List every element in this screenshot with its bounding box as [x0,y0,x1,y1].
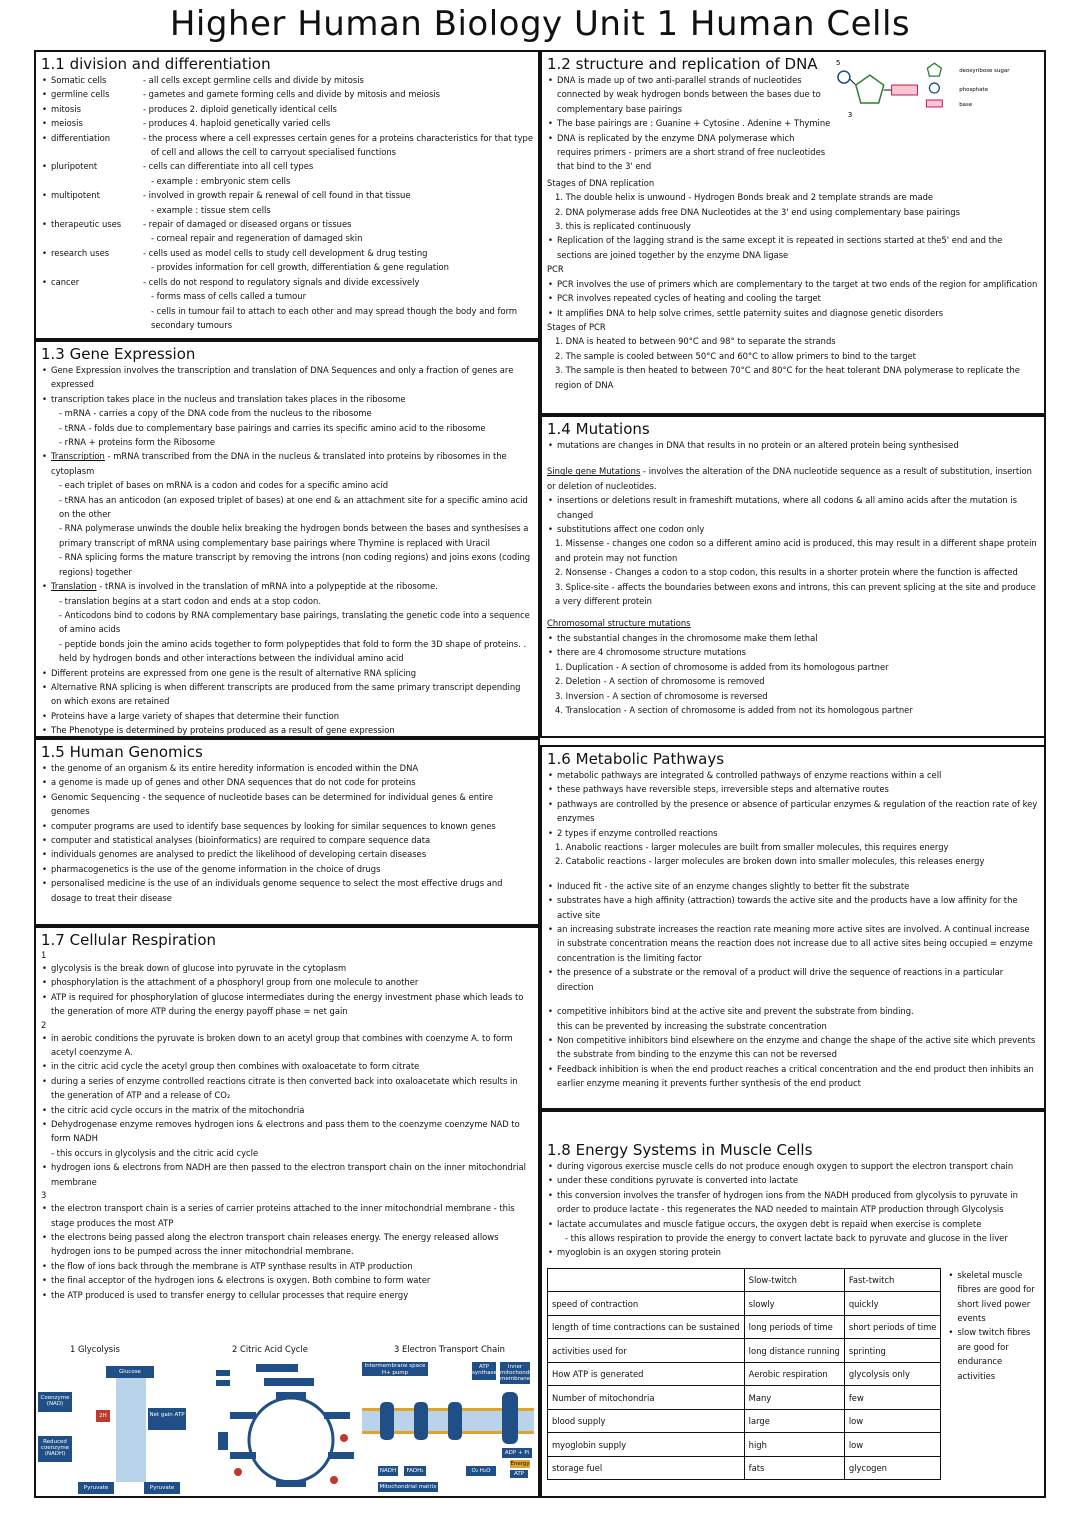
list-text: competitive inhibitors bind at the active site and prevent the substrate from binding. [557,1006,914,1017]
definition-line: - forms mass of cells called a tumour [151,291,307,302]
stage-item: 3. The sample is then heated to between 70°C and 80°C for the heat tolerant DNA polymerase to replicate the region of DNA [555,365,1020,390]
section-1-2 [540,50,1046,415]
list-item: • a genome is made up of genes and other DNA sequences that do not code for proteins [41,775,533,789]
base-legend-icon [927,100,943,107]
numbered-item: 3. Inversion - A section of chromosome is reversed [555,690,768,701]
stage-item: 2. The sample is cooled between 50°C and 60°C to allow primers to bind to the target [555,350,916,361]
table-cell: low [844,1433,941,1457]
list-item: • individuals genomes are analysed to predict the likelihood of developing certain diseases [41,847,533,861]
table-header-cell [548,1268,745,1292]
definition-term: • multipotent [41,188,139,217]
definition-line: - cells do not respond to regulatory signals and divide excessively [143,276,420,287]
table-row [548,1456,941,1480]
numbered-item: 4. Translocation - A section of chromosome is added from not its homologous partner [555,704,913,715]
definition-term: • meiosis [41,116,139,130]
sub-item: - each triplet of bases on mRNA is a codon and codes for a specific amino acid [59,480,389,491]
table-row [548,1433,941,1457]
sub-item: - peptide bonds join the amino acids together to form polypeptides that fold to form the 3D shape of proteins. . held by hydrogen bonds and other interactions between the individual amino acid [59,638,527,664]
numbered-item: 1. Missense - changes one codon so a different amino acid is produced, this may result in a different shape protein and protein may not function [555,538,1037,563]
definition-description [143,131,533,160]
section-heading: 1.2 structure and replication of DNA [547,55,818,73]
replication-stages [547,176,1039,392]
numbered-item: 2. Deletion - A section of chromosome is removed [555,676,765,687]
list-item: • the ATP produced is used to transfer energy to cellular processes that require energy [41,1288,533,1302]
definition-description [143,217,533,246]
table-row [548,1386,941,1410]
term-definition: - tRNA is involved in the translation of mRNA into a polypeptide at the ribosome. [96,581,438,592]
legend-base: base [959,101,973,108]
list-item: • Feedback inhibition is when the end product reaches a critical concentration and the end product then inhibits an earlier enzyme meaning it prevents further synthesis of the end product [547,1062,1039,1091]
dna-structure-list [547,73,830,174]
muscle-fibre-table [547,1268,941,1481]
list-item: • Genomic Sequencing - the sequence of nucleotide bases can be determined for individual genes & entire genomes [41,790,533,819]
page-title: Higher Human Biology Unit 1 Human Cells [169,4,911,44]
list-item: • slow twitch fibres are good for endurance activities [947,1325,1035,1383]
three-prime-label: 3 [848,110,853,119]
section-1-4 [540,415,1046,738]
list-item: • PCR involves repeated cycles of heating and cooling the target [547,291,1039,305]
sub-item: - translation begins at a start codon and ends at a stop codon. [59,595,321,606]
table-row [548,1315,941,1339]
legend-sugar: deoxyribose sugar [959,68,1010,75]
definition-line: - gametes and gamete forming cells and divide by mitosis and meiosis [143,89,441,100]
list-item: • The base pairings are : Guanine + Cytosine . Adenine + Thymine [547,116,830,130]
section-1-3 [34,340,540,738]
sub-item: - Anticodons bind to codons by RNA complementary base pairings, translating the genetic code into a sequence of amino acids [59,609,530,635]
list-item: • computer programs are used to identify base sequences by looking for similar sequences to known genes [41,819,533,833]
coenzyme-label: Coenzyme (NAD) [40,1395,70,1407]
numbered-item: 1. Duplication - A section of chromosome is added from its homologous partner [555,661,889,672]
list-item: • during a series of enzyme controlled reactions citrate is then converted back into oxaloacetate which results in the generation of ATP and a release of CO₂ [41,1074,533,1103]
gene-expression-list [41,363,533,738]
sub-item: - this occurs in glycolysis and the citric acid cycle [51,1147,259,1158]
stage-item: 2. DNA polymerase adds free DNA Nucleotides at the 3' end using complementary base pairings [555,206,960,217]
list-item: • the electrons being passed along the electron transport chain releases energy. The energy released allows hydrogen ions to be pumped across the inner mitochondrial membrane. [41,1230,533,1259]
diagram-title-citric: 2 Citric Acid Cycle [232,1344,308,1354]
nadh-label: NADH [379,1468,397,1474]
list-item: • in the citric acid cycle the acetyl group then combines with oxaloacetate to form citrate [41,1059,533,1073]
definition-line: of cell and allows the cell to carryout specialised functions [151,147,396,158]
list-item: • hydrogen ions & electrons from NADH are then passed to the electron transport chain on the inner mitochondrial membrane [41,1160,533,1189]
definition-line: - cells in tumour fail to attach to each other and may spread though the body and form [151,305,518,316]
list-item: • metabolic pathways are integrated & controlled pathways of enzyme reactions within a cell [547,768,1039,782]
list-item: • there are 4 chromosome structure mutations [547,645,1039,659]
term-definition: - involves the alteration of the DNA nucleotide sequence as a result of substitution, insertion or deletion of nucleotides. [547,466,1032,491]
table-cell: glycogen [844,1456,941,1480]
2h-label: 2H [99,1413,107,1419]
table-cell: storage fuel [548,1456,745,1480]
list-item: • mutations are changes in DNA that results in no protein or an altered protein being synthesised [547,438,1039,452]
list-item: • glycolysis is the break down of glucose into pyruvate in the cytoplasm [41,961,533,975]
table-cell: long periods of time [744,1315,844,1339]
list-item: • an increasing substrate increases the reaction rate meaning more active sites are involved. A continual increase in substrate concentration means the reaction does not increase due to all active sites being occupied = enzyme concentration is the limiting factor [547,922,1039,965]
list-item: • substitutions affect one codon only [547,522,1039,536]
fadh-label: FADH₂ [406,1468,424,1474]
definition-description [143,275,533,333]
atp-label: ATP [513,1471,524,1477]
diagram-title-glycolysis: 1 Glycolysis [70,1344,120,1354]
numbered-item: 2. Catabolic reactions - larger molecules are broken down into smaller molecules, this releases energy [555,856,985,867]
definition-description [143,102,533,116]
carrier-protein [380,1402,394,1440]
list-item: • insertions or deletions result in frameshift mutations, where all codons & all amino acids after the mutation is changed [547,493,1039,522]
table-cell: long distance running [744,1339,844,1363]
table-row [548,1339,941,1363]
section-heading: 1.4 Mutations [547,420,650,438]
table-header-row [548,1268,941,1292]
glycolysis-pathway [116,1372,146,1482]
definition-line: - example : embryonic stem cells [151,175,291,186]
energy-label: Energy [510,1461,530,1467]
list-item: • computer and statistical analyses (bioinformatics) are required to compare sequence data [41,833,533,847]
definition-term: • mitosis [41,102,139,116]
list-item [41,449,533,579]
definition-line: - all cells except germline cells and divide by mitosis [143,75,364,85]
table-row [548,1409,941,1433]
section-1-6 [540,745,1046,1110]
atp-synthase-label: ATP synthase [472,1364,497,1376]
sub-item: - RNA splicing forms the mature transcript by removing the introns (non coding regions) and joins exons (coding regions) together [59,552,531,577]
sub-item: this can be prevented by increasing the substrate concentration [557,1020,827,1031]
definition-term: • cancer [41,275,139,333]
citric-acid-cycle-diagram [216,1362,366,1498]
energy-systems-list [547,1159,1039,1260]
single-gene-paragraph [547,464,1039,493]
list-text: Dehydrogenase enzyme removes hydrogen ions & electrons and pass them to the coenzyme coenzyme NAD to form NADH [51,1119,520,1144]
table-cell: speed of contraction [548,1292,745,1316]
stage-number: 3 [41,1190,47,1201]
numbered-item: 2. Nonsense - Changes a codon to a stop codon, this results in a shorter protein where the function is affected [555,567,1018,578]
matrix-label: Mitochondrial matrix [379,1484,437,1490]
list-item: • skeletal muscle fibres are good for short lived power events [947,1268,1035,1326]
list-item: • this conversion involves the transfer of hydrogen ions from the NADH produced from glycolysis to pyruvate in order to produce lactate - this regenerates the NAD needed to maintain ATP production through Glycolysis [547,1188,1039,1217]
section-heading: 1.7 Cellular Respiration [41,931,217,949]
list-item: • The Phenotype is determined by proteins produced as a result of gene expression [41,723,533,737]
pyruvate-label: Pyruvate [149,1485,175,1491]
list-item: • substrates have a high affinity (attraction) towards the active site and the products have a low affinity for the active site [547,893,1039,922]
phosphate-legend-icon [930,83,940,93]
definition-line: secondary tumours [151,319,233,330]
definition-description [143,159,533,188]
carrier-protein [448,1402,462,1440]
definition-line: - produces 4. haploid genetically varied cells [143,118,331,129]
carrier-protein [414,1402,428,1440]
list-item: • in aerobic conditions the pyruvate is broken down to an acetyl group that combines with coenzyme A. to form acetyl coenzyme A. [41,1031,533,1060]
term-chromosomal: Chromosomal structure mutations [547,618,691,629]
table-header-cell: Slow-twitch [744,1268,844,1292]
respiration-content [41,949,533,1302]
five-prime-label: 5 [836,59,841,68]
list-item: • these pathways have reversible steps, irreversible steps and alternative routes [547,782,1039,796]
definition-line: - cells can differentiate into all cell types [143,161,314,172]
nucleotide-diagram [830,55,1039,135]
list-item: • Induced fit - the active site of an enzyme changes slightly to better fit the substrate [547,879,1039,893]
table-cell: How ATP is generated [548,1362,745,1386]
table-cell: activities used for [548,1339,745,1363]
section-heading: 1.6 Metabolic Pathways [547,750,725,768]
stage-number: 2 [41,1019,47,1030]
numbered-item: 3. Splice-site - affects the boundaries between exons and introns, this can prevent splicing at the site and produce a very different protein [555,581,1036,607]
sub-item: - this allows respiration to provide the energy to convert lactate back to pyruvate and glucose in the liver [565,1233,1008,1244]
table-cell: blood supply [548,1409,745,1433]
list-item: • DNA is replicated by the enzyme DNA polymerase which requires primers - primers are a short strand of free nucleotides that bind to the 3' end [547,131,830,174]
definition-term: • research uses [41,246,139,275]
table-cell: myoglobin supply [548,1433,745,1457]
diagram-title-etc: 3 Electron Transport Chain [394,1344,505,1354]
definition-description [143,87,533,101]
definition-line: - example : tissue stem cells [151,204,271,215]
glucose-label: Glucose [119,1369,141,1375]
pcr-stages-title: Stages of PCR [547,321,606,332]
list-item: • during vigorous exercise muscle cells do not produce enough oxygen to support the electron transport chain [547,1159,1039,1173]
adp-label: ADP + Pi [504,1450,530,1456]
list-text: lactate accumulates and muscle fatigue occurs, the oxygen debt is repaid when exercise is complete [557,1218,982,1229]
stage-item: 1. The double helix is unwound - Hydrogen Bonds break and 2 template strands are made [555,192,934,203]
table-cell: length of time contractions can be sustained [548,1315,745,1339]
table-cell: Many [744,1386,844,1410]
table-header-cell: Fast-twitch [844,1268,941,1292]
list-item: • Proteins have a large variety of shapes that determine their function [41,709,533,723]
sub-item: - mRNA - carries a copy of the DNA code from the nucleus to the ribosome [59,408,372,419]
stage-item: 3. this is replicated continuously [555,221,691,232]
list-item: • personalised medicine is the use of an individuals genome sequence to select the most effective drugs and dosage to treat their disease [41,876,533,905]
definition-list [41,73,533,332]
list-item: • 2 types if enzyme controlled reactions [547,826,1039,840]
term-translation: Translation [51,581,97,592]
table-cell: quickly [844,1292,941,1316]
list-item: • the presence of a substrate or the removal of a product will drive the sequence of reactions in a particular direction [547,965,1039,994]
numbered-item: 1. Anabolic reactions - larger molecules are built from smaller molecules, this requires energy [555,842,949,853]
mutations-content [547,438,1039,717]
definition-line: - involved in growth repair & renewal of cell found in that tissue [143,190,411,201]
definition-term: • therapeutic uses [41,217,139,246]
pyruvate-label: Pyruvate [83,1485,109,1491]
table-cell: glycolysis only [844,1362,941,1386]
list-text: transcription takes place in the nucleus and translation takes places in the ribosome [51,393,406,404]
table-row [548,1292,941,1316]
stage-number: 1 [41,950,47,960]
definition-term: • differentiation [41,131,139,160]
list-item: • phosphorylation is the attachment of a phosphoryl group from one molecule to another [41,975,533,989]
list-item: • Alternative RNA splicing is when different transcripts are produced from the same primary transcript depending on which exons are retained [41,680,533,709]
section-1-1 [34,50,540,340]
table-cell: large [744,1409,844,1433]
table-row [548,1362,941,1386]
list-item [41,392,533,450]
table-cell: short periods of time [844,1315,941,1339]
h-pump-label: H+ pump [381,1370,409,1376]
legend-phosphate: phosphate [959,87,989,94]
respiration-diagram [36,1338,538,1498]
pcr-title: PCR [547,264,564,275]
fibre-notes [941,1268,1035,1481]
list-item: • myoglobin is an oxygen storing protein [547,1245,1039,1259]
section-1-7 [34,926,540,1498]
list-item: • It amplifies DNA to help solve crimes, settle paternity suites and diagnose genetic disorders [547,306,1039,320]
stages-title: Stages of DNA replication [547,177,655,188]
reduced-coenzyme-label: Reduced coenzyme (NADH) [40,1439,70,1457]
section-1-8 [540,1110,1046,1498]
section-heading: 1.3 Gene Expression [41,345,196,363]
list-item: • PCR involves the use of primers which are complementary to the target at two ends of the region for amplification [547,277,1039,291]
phosphate-shape [838,71,850,83]
definition-description [143,116,533,130]
list-item: • Different proteins are expressed from one gene is the result of alternative RNA splicing [41,666,533,680]
table-cell: few [844,1386,941,1410]
definition-term: • germline cells [41,87,139,101]
atp-synthase-protein [502,1392,518,1444]
table-cell: Number of mitochondria [548,1386,745,1410]
net-gain-label: Net gain ATP [149,1412,185,1418]
list-item [547,1217,1039,1246]
list-item [41,579,533,665]
definition-term: • Somatic cells [41,73,139,87]
definition-line: - cells used as model cells to study cell development & drug testing [143,247,428,258]
list-item: • the final acceptor of the hydrogen ions & electrons is oxygen. Both combine to form water [41,1273,533,1287]
table-cell: Aerobic respiration [744,1362,844,1386]
list-item: • the citric acid cycle occurs in the matrix of the mitochondria [41,1103,533,1117]
list-item: • Replication of the lagging strand is the same except it is repeated in sections started at the5' end and the sections are joined together by the enzyme DNA ligase [547,233,1039,262]
list-item: • Gene Expression involves the transcription and translation of DNA Sequences and only a fraction of genes are expressed [41,363,533,392]
table-cell: fats [744,1456,844,1480]
definition-description [143,188,533,217]
definition-line: - corneal repair and regeneration of damaged skin [151,233,363,244]
sub-item: - tRNA has an anticodon (an exposed triplet of bases) at one end & an attachment site for a specific amino acid on the other [59,494,528,520]
water-label: O₂ H₂O [471,1468,491,1474]
section-heading: 1.5 Human Genomics [41,743,203,761]
table-cell: sprinting [844,1339,941,1363]
definition-description [143,73,533,87]
list-item: • the electron transport chain is a series of carrier proteins attached to the inner mitochondrial membrane - this stage produces the most ATP [41,1201,533,1230]
list-item: • Non competitive inhibitors bind elsewhere on the enzyme and change the shape of the active site which prevents the substrate from binding to the enzyme this can not be reversed [547,1033,1039,1062]
list-item: • the flow of ions back through the membrane is ATP synthase results in ATP production [41,1259,533,1273]
definition-line: - produces 2. diploid genetically identical cells [143,103,337,114]
term-definition: - mRNA transcribed from the DNA in the nucleus & translated into proteins by ribosomes in the cytoplasm [51,451,507,476]
list-item: • ATP is required for phosphorylation of glucose intermediates during the energy investment phase which leads to the generation of more ATP during the energy payoff phase = net gain [41,990,533,1019]
genomics-list [41,761,533,905]
list-item: • pharmacogenetics is the use of the genome information in the choice of drugs [41,862,533,876]
stage-item: 1. DNA is heated to between 90°C and 98° to separate the strands [555,336,836,347]
definition-line: - provides information for cell growth, differentiation & gene regulation [151,262,449,273]
list-item: • the genome of an organism & its entire heredity information is encoded within the DNA [41,761,533,775]
table-cell: high [744,1433,844,1457]
sugar-legend-icon [928,63,942,76]
list-item: • DNA is made up of two anti-parallel strands of nucleotides connected by weak hydrogen bonds between the bases due to complementary base pairings [547,73,830,116]
list-item: • the substantial changes in the chromosome make them lethal [547,631,1039,645]
sub-item: - tRNA - folds due to complementary base pairings and carries its specific amino acid to the ribosome [59,422,486,433]
sub-item: - rRNA + proteins form the Ribosome [59,437,216,448]
inner-membrane-label: Inner mitochondrial membrane [500,1364,538,1382]
sugar-shape [856,75,884,103]
definition-line: - repair of damaged or diseased organs or tissues [143,219,352,230]
intermembrane-label: Intermembrane space [364,1363,426,1369]
list-item: • pathways are controlled by the presence or absence of particular enzymes & regulation of the reaction rate of key enzymes [547,797,1039,826]
section-heading: 1.1 division and differentiation [41,55,271,73]
table-cell: low [844,1409,941,1433]
list-item [547,1004,1039,1033]
list-item: • under these conditions pyruvate is converted into lactate [547,1173,1039,1187]
base-shape [892,85,918,95]
section-heading: 1.8 Energy Systems in Muscle Cells [547,1141,813,1159]
definition-description [143,246,533,275]
term-single-gene: Single gene Mutations [547,466,641,477]
table-cell: slowly [744,1292,844,1316]
definition-term: • pluripotent [41,159,139,188]
metabolic-content [547,768,1039,1091]
term-transcription: Transcription [51,451,105,462]
list-item [41,1117,533,1160]
etc-diagram [362,1362,538,1494]
section-1-5 [34,738,540,926]
definition-line: - the process where a cell expresses certain genes for a proteins characteristics for that type [143,132,534,143]
sub-item: - RNA polymerase unwinds the double helix breaking the hydrogen bonds between the bases and synthesises a primary transcript of mRNA using complementary base pairings where Thymine is replaced with Uracil [59,523,529,548]
